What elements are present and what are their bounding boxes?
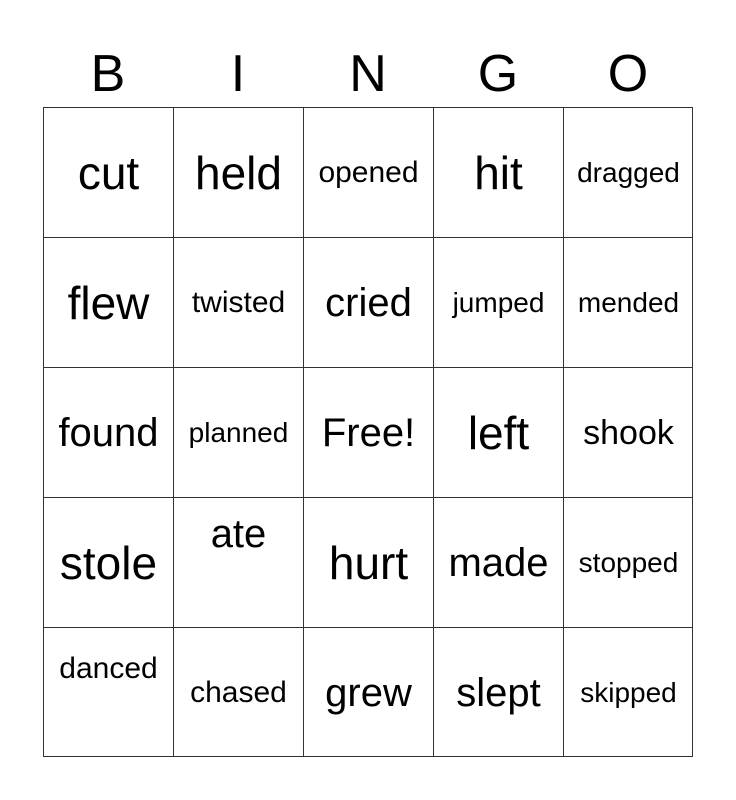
cell-word: grew xyxy=(325,670,412,715)
cell-word: slept xyxy=(456,670,541,715)
cell-word: ate xyxy=(210,512,267,556)
bingo-cell[interactable] xyxy=(563,627,693,757)
bingo-cell[interactable] xyxy=(173,497,303,627)
free-space-cell[interactable] xyxy=(303,367,433,497)
header-letter-i: I xyxy=(230,45,246,103)
cell-word: cried xyxy=(325,280,412,325)
bingo-cell[interactable] xyxy=(43,497,173,627)
bingo-cell[interactable] xyxy=(433,367,563,497)
bingo-cell[interactable] xyxy=(303,627,433,757)
bingo-cell[interactable] xyxy=(563,367,693,497)
bingo-cell[interactable] xyxy=(43,107,173,237)
bingo-cell[interactable] xyxy=(173,237,303,367)
cell-word: jumped xyxy=(452,286,545,318)
bingo-cell[interactable] xyxy=(433,107,563,237)
cell-word: twisted xyxy=(191,285,286,319)
cell-word: skipped xyxy=(580,676,677,708)
bingo-cell[interactable] xyxy=(173,367,303,497)
cell-word: cut xyxy=(77,146,140,199)
cell-word: made xyxy=(448,540,549,585)
header-letter-o: O xyxy=(607,45,649,103)
bingo-cell[interactable] xyxy=(43,627,173,757)
bingo-cell[interactable] xyxy=(43,367,173,497)
header-letter-b: B xyxy=(90,45,126,103)
bingo-cell[interactable] xyxy=(433,627,563,757)
cell-word: dragged xyxy=(577,156,680,188)
bingo-cell[interactable] xyxy=(563,107,693,237)
bingo-board xyxy=(43,107,693,757)
bingo-cell[interactable] xyxy=(563,237,693,367)
cell-word: opened xyxy=(318,155,419,189)
cell-word: danced xyxy=(59,652,158,685)
header-letter-n: N xyxy=(349,45,387,103)
cell-word: shook xyxy=(583,413,674,452)
cell-word: left xyxy=(467,406,530,459)
bingo-cell[interactable] xyxy=(303,107,433,237)
bingo-cell[interactable] xyxy=(433,497,563,627)
bingo-cell[interactable] xyxy=(303,237,433,367)
header-letter-g: G xyxy=(477,45,519,103)
cell-word: flew xyxy=(67,276,150,329)
cell-word: planned xyxy=(188,416,289,448)
bingo-cell[interactable] xyxy=(433,237,563,367)
cell-word: found xyxy=(58,410,159,455)
bingo-header xyxy=(43,44,693,104)
bingo-cell[interactable] xyxy=(43,237,173,367)
bingo-cell[interactable] xyxy=(563,497,693,627)
cell-word: stopped xyxy=(578,546,679,578)
cell-word: stole xyxy=(59,536,158,589)
bingo-cell[interactable] xyxy=(173,627,303,757)
free-space-label: Free! xyxy=(321,410,416,455)
bingo-cell[interactable] xyxy=(303,497,433,627)
cell-word: mended xyxy=(577,286,680,318)
cell-word: chased xyxy=(190,675,287,709)
bingo-cell[interactable] xyxy=(173,107,303,237)
cell-word: held xyxy=(195,146,282,199)
cell-word: hurt xyxy=(328,536,409,589)
cell-word: hit xyxy=(474,146,523,199)
